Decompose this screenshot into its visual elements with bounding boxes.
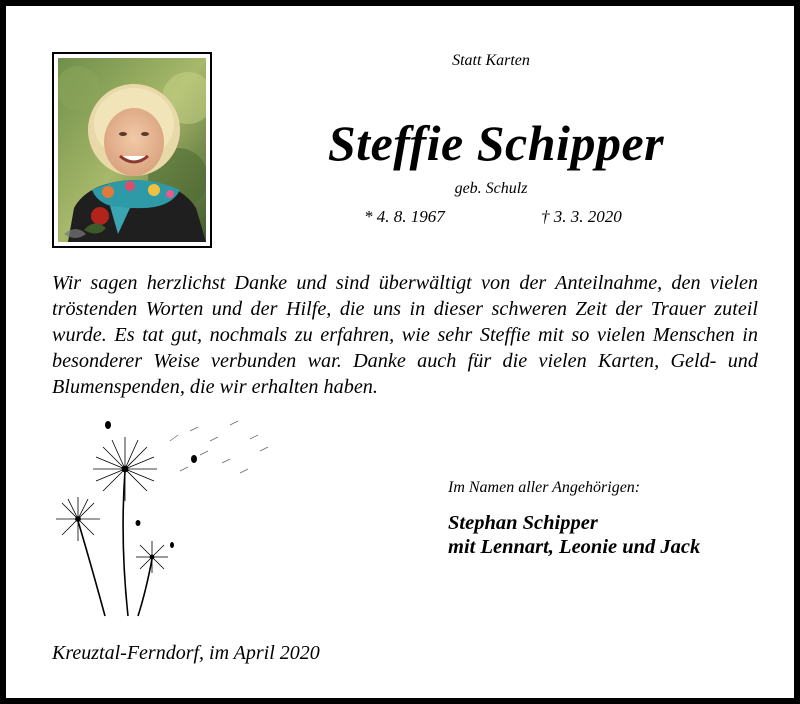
- birth-date: * 4. 8. 1967: [364, 207, 445, 226]
- thank-you-message: Wir sagen herzlichst Danke und sind überwältigt von der Anteilnahme, den vielen tröstenden Worten und der Hilfe, die uns in dieser schweren Zeit der Trauer zuteil wurde. Es tat gut, nochmals zu erfahren, wie sehr Steffie mit so vielen Menschen in besonderer Weise verbunden war. Danke auch für die vielen Karten, Geld- und Blumenspenden, die wir erhalten haben.: [52, 272, 758, 398]
- family-intro: Im Namen aller Angehörigen:: [448, 479, 641, 496]
- preheader-text: Statt Karten: [452, 52, 530, 69]
- deceased-name: Steffie Schipper: [327, 115, 665, 171]
- dandelion-illustration: [50, 411, 280, 621]
- signature-block: [448, 511, 700, 559]
- portrait-image: [58, 58, 206, 242]
- signature-line-1: Stephan Schipper: [448, 512, 598, 534]
- maiden-name: geb. Schulz: [454, 180, 528, 197]
- signature-line-2: mit Lennart, Leonie und Jack: [448, 536, 701, 558]
- place-and-date: Kreuztal-Ferndorf, im April 2020: [52, 642, 320, 664]
- portrait-photo: [52, 52, 212, 248]
- death-date: † 3. 3. 2020: [541, 207, 622, 226]
